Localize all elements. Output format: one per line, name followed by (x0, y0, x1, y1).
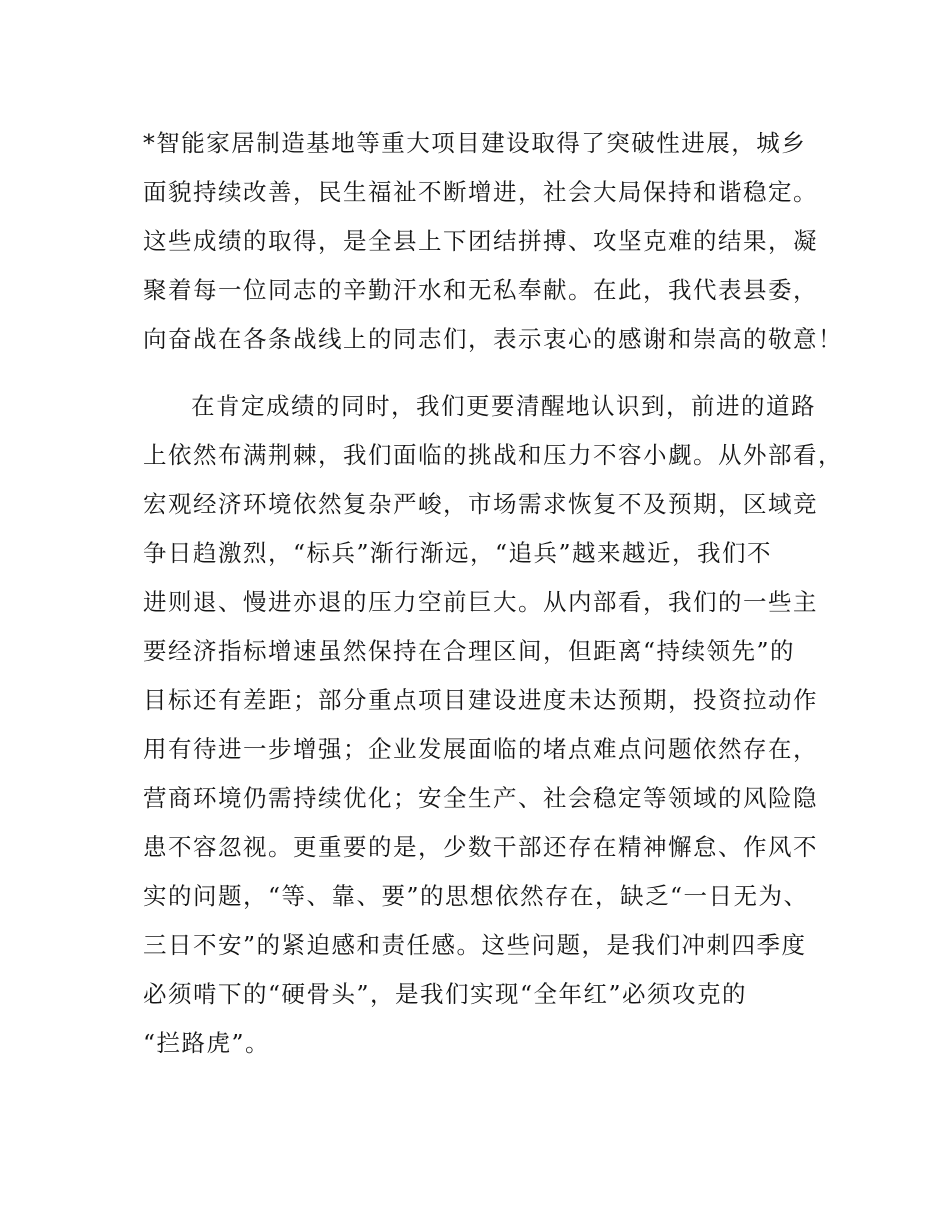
text-line: 三日不安”的紧迫感和责任感。这些问题，是我们冲刺四季度 (143, 931, 807, 959)
text-line: 争日趋激烈，“标兵”渐行渐远，“追兵”越来越近，我们不 (143, 539, 773, 567)
text-line: 目标还有差距；部分重点项目建设进度未达预期，投资拉动作 (143, 686, 818, 714)
text-line: 要经济指标增速虽然保持在合理区间，但距离“持续领先”的 (143, 637, 796, 665)
text-line: 上依然布满荆棘，我们面临的挑战和压力不容小觑。从外部看， (143, 441, 843, 469)
text-line: 用有待进一步增强；企业发展面临的堵点难点问题依然存在， (143, 735, 818, 763)
text-line: “拦路虎”。 (143, 1029, 271, 1057)
text-line: 患不容忽视。更重要的是，少数干部还存在精神懈怠、作风不 (143, 833, 818, 861)
text-line: *智能家居制造基地等重大项目建设取得了突破性进展，城乡 (143, 129, 807, 157)
text-line: 在肯定成绩的同时，我们更要清醒地认识到，前进的道路 (191, 392, 816, 420)
text-line: 实的问题，“等、靠、要”的思想依然存在，缺乏“一日无为、 (143, 882, 809, 910)
text-line: 营商环境仍需持续优化；安全生产、社会稳定等领域的风险隐 (143, 784, 818, 812)
text-line: 这些成绩的取得，是全县上下团结拼搏、攻坚克难的结果，凝 (143, 227, 818, 255)
text-line: 面貌持续改善，民生福祉不断增进，社会大局保持和谐稳定。 (143, 178, 818, 206)
text-line: 进则退、慢进亦退的压力空前巨大。从内部看，我们的一些主 (143, 588, 818, 616)
text-line: 宏观经济环境依然复杂严峻，市场需求恢复不及预期，区域竞 (143, 490, 818, 518)
text-line: 聚着每一位同志的辛勤汗水和无私奉献。在此，我代表县委， (143, 276, 818, 304)
text-line: 必须啃下的“硬骨头”，是我们实现“全年红”必须攻克的 (143, 980, 748, 1008)
text-line: 向奋战在各条战线上的同志们，表示衷心的感谢和崇高的敬意！ (143, 325, 843, 353)
